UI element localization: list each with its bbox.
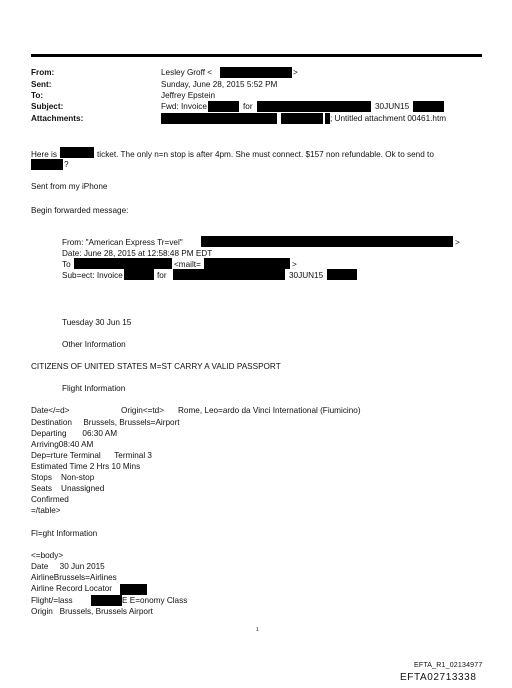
- redaction-box: [31, 159, 63, 170]
- redaction-box: [281, 113, 323, 124]
- airline-row: AirlineBrussels=Airlines: [31, 573, 117, 582]
- flight-class-value: E E=onomy Class: [122, 596, 188, 605]
- sent-from-line: Sent from my iPhone: [31, 182, 108, 191]
- bates-number-2: EFTA02713338: [400, 672, 477, 683]
- arriving-row: Arriving08:40 AM: [31, 440, 94, 449]
- sent-value: Sunday, June 28, 2015 5:52 PM: [161, 80, 278, 89]
- departing-row: Departing 06:30 AM: [31, 429, 118, 438]
- header-rule: [31, 54, 482, 57]
- seats-row: Seats Unassigned: [31, 484, 105, 493]
- redaction-box: [201, 236, 453, 247]
- from-value: Lesley Groff <: [161, 68, 213, 77]
- subject-for: for: [243, 102, 253, 111]
- begin-forwarded-line: Begin forwarded message:: [31, 206, 129, 215]
- passport-notice: CITIZENS OF UNITED STATES M=ST CARRY A VALID PASSPORT: [31, 362, 281, 371]
- origin-value: Rome, Leo=ardo da Vinci International (Fiumicino): [178, 406, 361, 415]
- flight-info-heading-2: Fl=ght Information: [31, 529, 98, 538]
- bates-number-1: EFTA_R1_02134977: [414, 662, 483, 669]
- body-line-1-rest: ticket. The only n=n stop is after 4pm. She must connect. $157 non refundable. Ok to send to: [97, 150, 434, 159]
- fwd-subject-for: for: [157, 271, 167, 280]
- attachments-tail: ; Untitled attachment 00461.htm: [330, 114, 447, 123]
- redaction-box: [124, 269, 154, 280]
- estimated-time-row: Estimated Time 2 Hrs 10 Mins: [31, 462, 141, 471]
- departure-terminal-row: Dep=rture Terminal Terminal 3: [31, 451, 152, 460]
- flight-info-heading: Flight Information: [62, 384, 126, 393]
- redaction-box: [220, 67, 292, 78]
- redaction-box: [120, 584, 147, 595]
- body-line-1-start: Here is: [31, 150, 57, 159]
- fwd-from-line: From: "American Express Tr=vel": [62, 238, 183, 247]
- subject-label: Subject:: [31, 102, 64, 111]
- body-line-2-end: ?: [64, 160, 69, 169]
- other-info-heading: Other Information: [62, 340, 126, 349]
- redaction-box: [60, 147, 94, 158]
- subject-date: 30JUN15: [375, 102, 410, 111]
- fwd-date-line: Date: June 28, 2015 at 12:58:48 PM EDT: [62, 249, 213, 258]
- from-suffix: >: [293, 68, 298, 77]
- origin-row: Origin Brussels, Brussels Airport: [31, 607, 153, 616]
- redaction-box: [204, 258, 290, 269]
- flight-class-label: Flight/=lass: [31, 596, 73, 605]
- redaction-box: [257, 101, 371, 112]
- confirmed-row: Confirmed: [31, 495, 69, 504]
- attachments-label: Attachments:: [31, 114, 84, 123]
- redaction-box: [91, 595, 122, 606]
- date-label: Date</=d>: [31, 406, 70, 415]
- page-number: 1: [256, 627, 259, 633]
- to-label: To:: [31, 91, 44, 100]
- itinerary-day: Tuesday 30 Jun 15: [62, 318, 132, 327]
- sent-label: Sent:: [31, 80, 52, 89]
- date-row: Date 30 Jun 2015: [31, 562, 105, 571]
- fwd-to-mailto: <mailt=: [174, 260, 201, 269]
- fwd-to-label: To: [62, 260, 71, 269]
- fwd-subject-date: 30JUN15: [289, 271, 324, 280]
- from-label: From:: [31, 68, 55, 77]
- redaction-box: [74, 258, 172, 269]
- redaction-box: [327, 269, 357, 280]
- fwd-to-end: >: [292, 260, 297, 269]
- origin-label: Origin<=td>: [121, 406, 165, 415]
- table-close-tag: =/table>: [31, 506, 61, 515]
- redaction-box: [413, 101, 444, 112]
- record-locator-label: Airline Record Locator: [31, 584, 113, 593]
- redaction-box: [161, 113, 277, 124]
- body-tag: <=body>: [31, 551, 64, 560]
- redaction-box: [173, 269, 285, 280]
- to-value: Jeffrey Epstein: [161, 91, 216, 100]
- fwd-subject-label: Sub=ect: Invoice: [62, 271, 123, 280]
- redaction-box: [208, 101, 239, 112]
- fwd-from-end: >: [455, 238, 460, 247]
- destination-row: Destination Brussels, Brussels=Airport: [31, 418, 180, 427]
- stops-row: Stops Non-stop: [31, 473, 95, 482]
- subject-prefix: Fwd: Invoice: [161, 102, 207, 111]
